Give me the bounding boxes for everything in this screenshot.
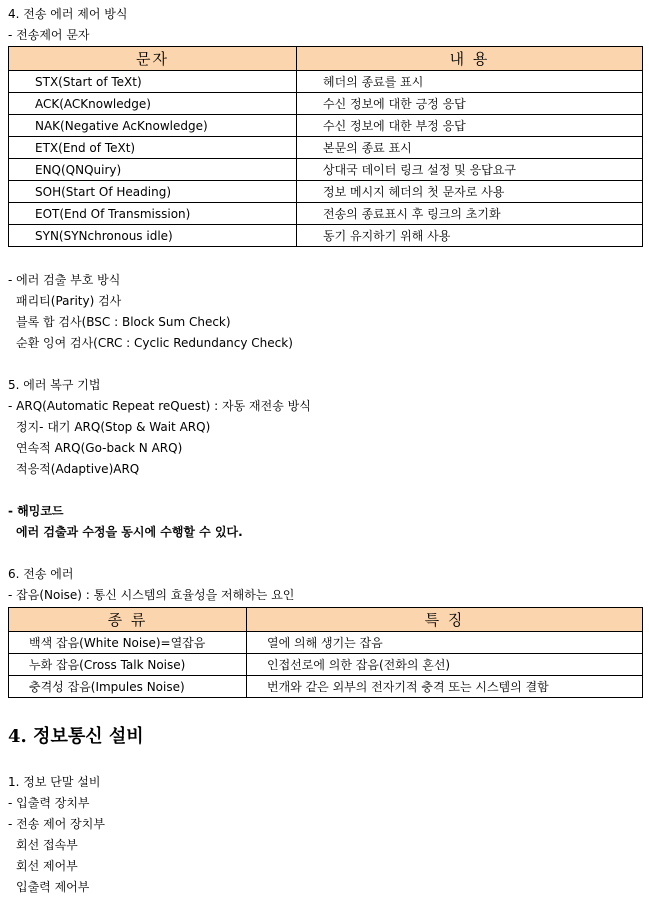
table-cell: 정보 메시지 헤더의 첫 문자로 사용 [297, 181, 643, 203]
table-cell: ENQ(QNQuiry) [9, 159, 297, 181]
table-cell: ETX(End of TeXt) [9, 137, 297, 159]
section-heading: 6. 전송 에러 [8, 567, 74, 581]
section-heading: 5. 에러 복구 기법 [8, 378, 101, 392]
list-item: 블록 합 검사(BSC : Block Sum Check) [16, 315, 231, 329]
table-row [9, 225, 643, 247]
table-cell: STX(Start of TeXt) [9, 71, 297, 93]
table-row [9, 654, 643, 676]
table-cell: 상대국 데이터 링크 설정 및 응답요구 [297, 159, 643, 181]
list-item: 적응적(Adaptive)ARQ [16, 462, 140, 476]
table-row [9, 93, 643, 115]
table-row [9, 181, 643, 203]
subsection-label: - 전송제어 문자 [8, 28, 90, 42]
control-char-table [8, 46, 643, 247]
list-item: 순환 잉여 검사(CRC : Cyclic Redundancy Check) [16, 336, 293, 350]
table-header: 문자 [9, 47, 297, 71]
table-cell: 충격성 잡음(Impules Noise) [9, 676, 247, 698]
table-cell: 백색 잡음(White Noise)=열잡음 [9, 632, 247, 654]
table-header: 종 류 [9, 608, 247, 632]
table-header-row [9, 47, 643, 71]
table-cell: 동기 유지하기 위해 사용 [297, 225, 643, 247]
table-cell: 수신 정보에 대한 부정 응답 [297, 115, 643, 137]
table-cell: NAK(Negative AcKnowledge) [9, 115, 297, 137]
table-row [9, 203, 643, 225]
subsection-label: - ARQ(Automatic Repeat reQuest) : 자동 재전송 방식 [8, 399, 311, 413]
list-item: 회선 접속부 [16, 838, 78, 852]
table-cell: 본문의 종료 표시 [297, 137, 643, 159]
table-row [9, 159, 643, 181]
list-item: 정지- 대기 ARQ(Stop & Wait ARQ) [16, 420, 211, 434]
table-header: 특 징 [247, 608, 643, 632]
table-header: 내 용 [297, 47, 643, 71]
table-row [9, 137, 643, 159]
list-item: - 전송 제어 장치부 [8, 817, 105, 831]
table-cell: EOT(End Of Transmission) [9, 203, 297, 225]
chapter-title: 4. 정보통신 설비 [8, 726, 144, 747]
table-cell: 번개와 같은 외부의 전자기적 충격 또는 시스템의 결함 [247, 676, 643, 698]
list-item: - 입출력 장치부 [8, 796, 90, 810]
table-cell: SOH(Start Of Heading) [9, 181, 297, 203]
table-cell: ACK(ACKnowledge) [9, 93, 297, 115]
noise-table [8, 607, 643, 698]
table-cell: 열에 의해 생기는 잡음 [247, 632, 643, 654]
table-cell: 헤더의 종료를 표시 [297, 71, 643, 93]
section-heading: 1. 정보 단말 설비 [8, 775, 101, 789]
table-row [9, 71, 643, 93]
table-header-row [9, 608, 643, 632]
table-cell: SYN(SYNchronous idle) [9, 225, 297, 247]
list-item: 입출력 제어부 [16, 880, 90, 894]
table-cell: 전송의 종료표시 후 링크의 초기화 [297, 203, 643, 225]
list-item: 패리티(Parity) 검사 [16, 294, 122, 308]
subsection-label: - 잡음(Noise) : 통신 시스템의 효율성을 저해하는 요인 [8, 588, 295, 602]
table-row [9, 676, 643, 698]
table-row [9, 632, 643, 654]
table-cell: 수신 정보에 대한 긍정 응답 [297, 93, 643, 115]
table-row [9, 115, 643, 137]
subsection-label: - 해밍코드 [8, 504, 64, 518]
subsection-label: - 에러 검출 부호 방식 [8, 273, 121, 287]
table-cell: 누화 잡음(Cross Talk Noise) [9, 654, 247, 676]
table-cell: 인접선로에 의한 잡음(전화의 혼선) [247, 654, 643, 676]
list-item: 연속적 ARQ(Go-back N ARQ) [16, 441, 183, 455]
list-item: 회선 제어부 [16, 859, 78, 873]
section-heading: 4. 전송 에러 제어 방식 [8, 7, 128, 21]
hamming-description: 에러 검출과 수정을 동시에 수행할 수 있다. [16, 525, 243, 539]
